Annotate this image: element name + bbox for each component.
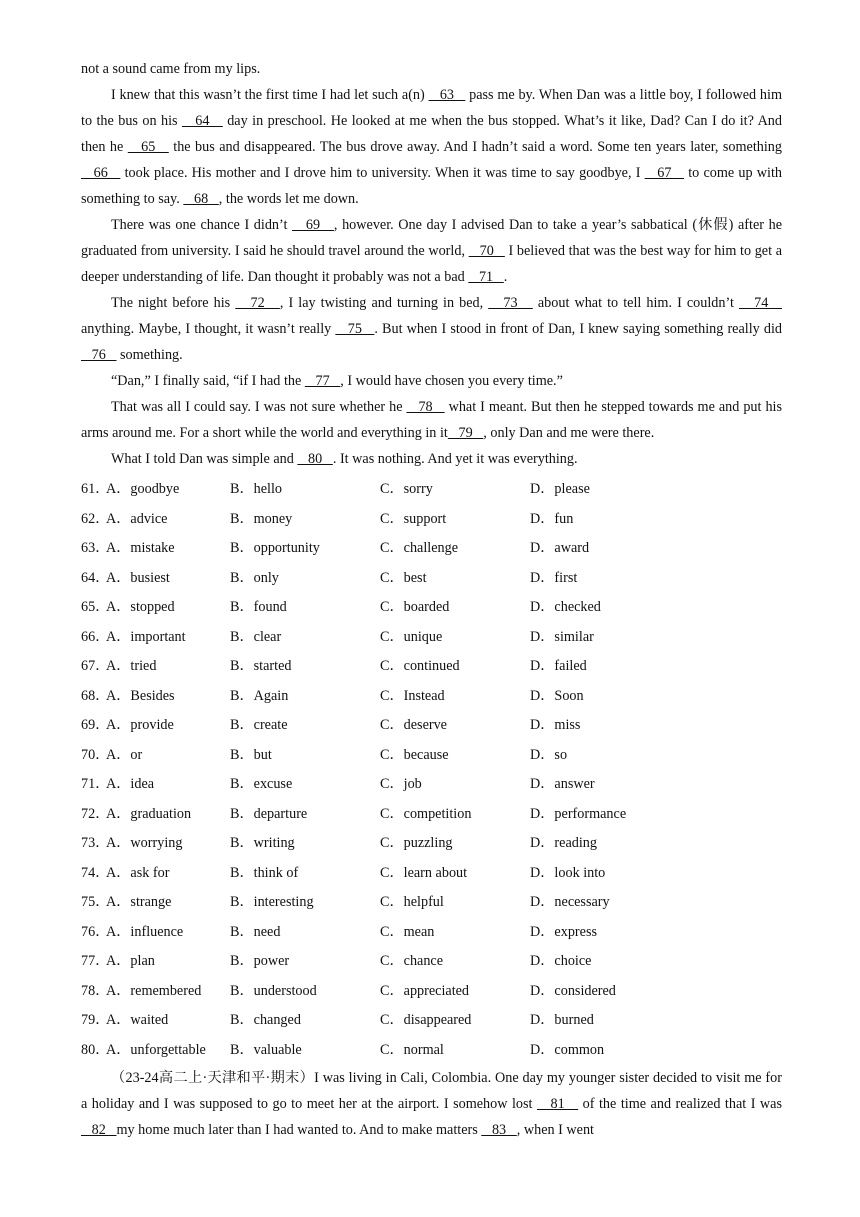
question-row [81,505,782,535]
question-number: 76． [81,923,110,940]
option-b: B．excuse [230,776,293,792]
text-segment: day in preschool. He looked at me when the bus stopped. What’s it like, Dad? Can I do it? And then he [81,113,782,155]
blank-68: 68 [183,191,219,207]
question-row [81,534,782,564]
option-b: B．interesting [230,894,314,910]
option-d: D．fun [530,510,574,527]
blank-71: 71 [468,269,504,285]
text-segment: , I would have chosen you every time.” [340,373,563,389]
option-b: B．changed [230,1012,301,1028]
option-c: C．job [380,776,422,792]
question-number: 72． [81,805,110,822]
question-number: 71． [81,776,110,792]
option-c: C．unique [380,628,443,645]
question-row [81,888,782,918]
option-d: D．burned [530,1012,594,1028]
option-c: C．competition [380,805,472,822]
question-row [81,623,782,653]
blank-83: 83 [481,1122,517,1138]
question-number: 75． [81,894,110,910]
text-segment: about what to tell him. I couldn’t [532,295,739,311]
option-a: A．idea [106,776,155,792]
option-d: D．similar [530,628,594,645]
option-b: B．power [230,953,290,969]
option-a: A．advice [106,510,168,527]
question-row [81,593,782,623]
text-segment: , I lay twisting and turning in bed, [279,295,489,311]
question-number: 63． [81,540,110,556]
option-d: D．Soon [530,687,584,704]
option-c: C．helpful [380,894,444,910]
text-segment: The night before his [111,295,236,311]
option-b: B．found [230,599,287,615]
passage1-paragraph-6 [81,446,782,472]
option-a: A．or [106,746,143,763]
option-c: C．boarded [380,599,450,615]
blank-64: 64 [181,113,223,129]
option-c: C．Instead [380,687,445,704]
option-d: D．necessary [530,894,610,910]
option-c: C．mean [380,923,435,940]
option-b: B．hello [230,481,283,497]
option-c: C．continued [380,658,460,674]
option-d: D．express [530,923,597,940]
question-number: 74． [81,864,110,881]
question-row [81,652,782,682]
blank-63: 63 [428,87,466,103]
text-segment: something. [116,347,183,363]
option-c: C．best [380,569,427,586]
option-b: B．money [230,510,293,527]
text-segment: “Dan,” I finally said, “if I had the [111,373,305,389]
question-number: 66． [81,628,110,645]
question-row [81,1036,782,1066]
option-b: B．think of [230,864,299,881]
option-c: C．disappeared [380,1012,472,1028]
option-a: A．stopped [106,599,175,615]
question-number: 77． [81,953,110,969]
option-c: C．puzzling [380,835,453,851]
blank-82: 82 [81,1122,117,1138]
question-number: 73． [81,835,110,851]
option-d: D．choice [530,953,592,969]
option-b: B．Again [230,687,289,704]
question-number: 80． [81,1041,110,1058]
option-b: B．create [230,717,288,733]
text-segment: , only Dan and me were there. [483,425,655,441]
question-row [81,829,782,859]
option-a: A．waited [106,1012,169,1028]
question-number: 67． [81,658,110,674]
question-row [81,800,782,830]
option-b: B．writing [230,835,295,851]
option-a: A．busiest [106,569,170,586]
text-segment: I knew that this wasn’t the first time I had let such a(n) [111,87,429,103]
question-number: 64． [81,569,110,586]
option-c: C．learn about [380,864,468,881]
option-c: C．normal [380,1041,444,1058]
text-segment: . [503,269,508,285]
text-segment: , however. One day I advised Dan to take a year’s sabbatical (休假) after he graduated from university. I said he should travel around the world, [81,217,782,259]
blank-78: 78 [406,399,445,415]
option-d: D．reading [530,835,597,851]
option-a: A．strange [106,894,172,910]
option-a: A．important [106,628,186,645]
option-c: C．deserve [380,717,447,733]
option-a: A．Besides [106,687,175,704]
text-segment: pass me by. When Dan was a little boy, I followed him to the bus on his [81,87,782,129]
text-segment: , the words let me down. [218,191,359,207]
passage1-paragraph-5 [81,394,782,446]
option-d: D．checked [530,599,601,615]
text-segment: to come up with something to say. [81,165,783,207]
option-a: A．unforgettable [106,1041,206,1058]
blank-70: 70 [468,243,505,259]
text-segment: I believed that was the best way for him to get a deeper understanding of life. Dan thought it probably was not a bad [81,243,783,285]
question-row [81,711,782,741]
option-a: A．remembered [106,982,202,999]
text-segment: There was one chance I didn’t [111,217,293,233]
option-a: A．influence [106,923,184,940]
passage1-paragraph-1 [81,82,782,212]
option-c: C．challenge [380,540,459,556]
option-b: B．understood [230,982,317,999]
option-a: A．goodbye [106,481,180,497]
question-row [81,741,782,771]
question-number: 78． [81,982,110,999]
option-d: D．first [530,569,578,586]
option-b: B．departure [230,805,308,822]
option-a: A．plan [106,953,155,969]
option-a: A．worrying [106,835,183,851]
question-row [81,682,782,712]
question-row [81,859,782,889]
option-c: C．appreciated [380,982,470,999]
question-options-list [81,475,782,1065]
option-d: D．considered [530,982,616,999]
option-b: B．only [230,569,279,586]
option-b: B．need [230,923,281,940]
passage1-line0: not a sound came from my lips. [81,61,261,77]
option-d: D．look into [530,864,606,881]
question-number: 68． [81,687,110,704]
option-d: D．miss [530,717,581,733]
question-number: 65． [81,599,110,615]
text-segment: anything. Maybe, I thought, it wasn’t really [81,321,336,337]
question-number: 69． [81,717,110,733]
option-b: B．opportunity [230,540,320,556]
option-d: D．answer [530,776,595,792]
blank-79: 79 [447,425,484,441]
question-number: 61． [81,481,110,497]
passage1-paragraph-3 [81,290,782,368]
option-d: D．common [530,1041,605,1058]
passage2-source: （23-24高二上·天津和平·期末） [111,1070,315,1086]
blank-77: 77 [304,373,341,389]
passage1-paragraph-2 [81,212,782,290]
option-d: D．so [530,746,568,763]
option-a: A．provide [106,717,174,733]
text-segment: That was all I could say. I was not sure whether he [111,399,407,415]
question-row [81,918,782,948]
question-number: 70． [81,746,110,763]
question-row [81,1006,782,1036]
option-d: D．performance [530,805,627,822]
option-d: D．failed [530,658,587,674]
option-a: A．graduation [106,805,192,822]
option-b: B．but [230,746,272,763]
blank-67: 67 [644,165,685,181]
text-segment: of the time and realized that I was [578,1096,782,1112]
option-b: B．started [230,658,292,674]
question-row [81,770,782,800]
option-c: C．sorry [380,481,433,497]
text-segment: the bus and disappeared. The bus drove away. And I hadn’t said a word. Some ten years later, something [168,139,782,155]
option-a: A．mistake [106,540,175,556]
text-segment: I was living in Cali, Colombia. One day my younger sister decided to visit me for a holiday and I was supposed to go to meet her at the airport. I somehow lost [81,1070,782,1112]
question-row [81,947,782,977]
passage2-paragraph-1 [81,1065,782,1143]
option-a: A．tried [106,658,157,674]
blank-66: 66 [81,165,121,181]
blank-75: 75 [335,321,375,337]
text-segment: took place. His mother and I drove him to university. When it was time to say goodbye, I [120,165,645,181]
option-c: C．chance [380,953,444,969]
blank-76: 76 [81,347,117,363]
question-number: 62． [81,510,110,527]
blank-74: 74 [738,295,783,311]
question-row [81,475,782,505]
option-c: C．support [380,510,447,527]
blank-73: 73 [488,295,533,311]
blank-81: 81 [536,1096,579,1112]
text-segment: , when I went [516,1122,595,1138]
passage1-paragraph-4 [81,368,782,394]
question-row [81,977,782,1007]
question-number: 79． [81,1012,110,1028]
question-row [81,564,782,594]
text-segment: . But when I stood in front of Dan, I knew saying something really did [374,321,782,337]
option-b: B．clear [230,628,282,645]
option-d: D．please [530,481,590,497]
blank-65: 65 [127,139,169,155]
option-a: A．ask for [106,864,170,881]
blank-69: 69 [292,217,334,233]
option-d: D．award [530,540,590,556]
text-segment: my home much later than I had wanted to. And to make matters [116,1122,482,1138]
text-segment: what I meant. But then he stepped towards me and put his arms around me. For a short while the world and everything in it [81,399,783,441]
blank-80: 80 [297,451,333,467]
blank-72: 72 [235,295,280,311]
text-segment: What I told Dan was simple and [111,451,298,467]
option-b: B．valuable [230,1041,302,1058]
text-segment: . It was nothing. And yet it was everything. [332,451,578,467]
option-c: C．because [380,746,449,763]
document-page [81,56,782,1143]
